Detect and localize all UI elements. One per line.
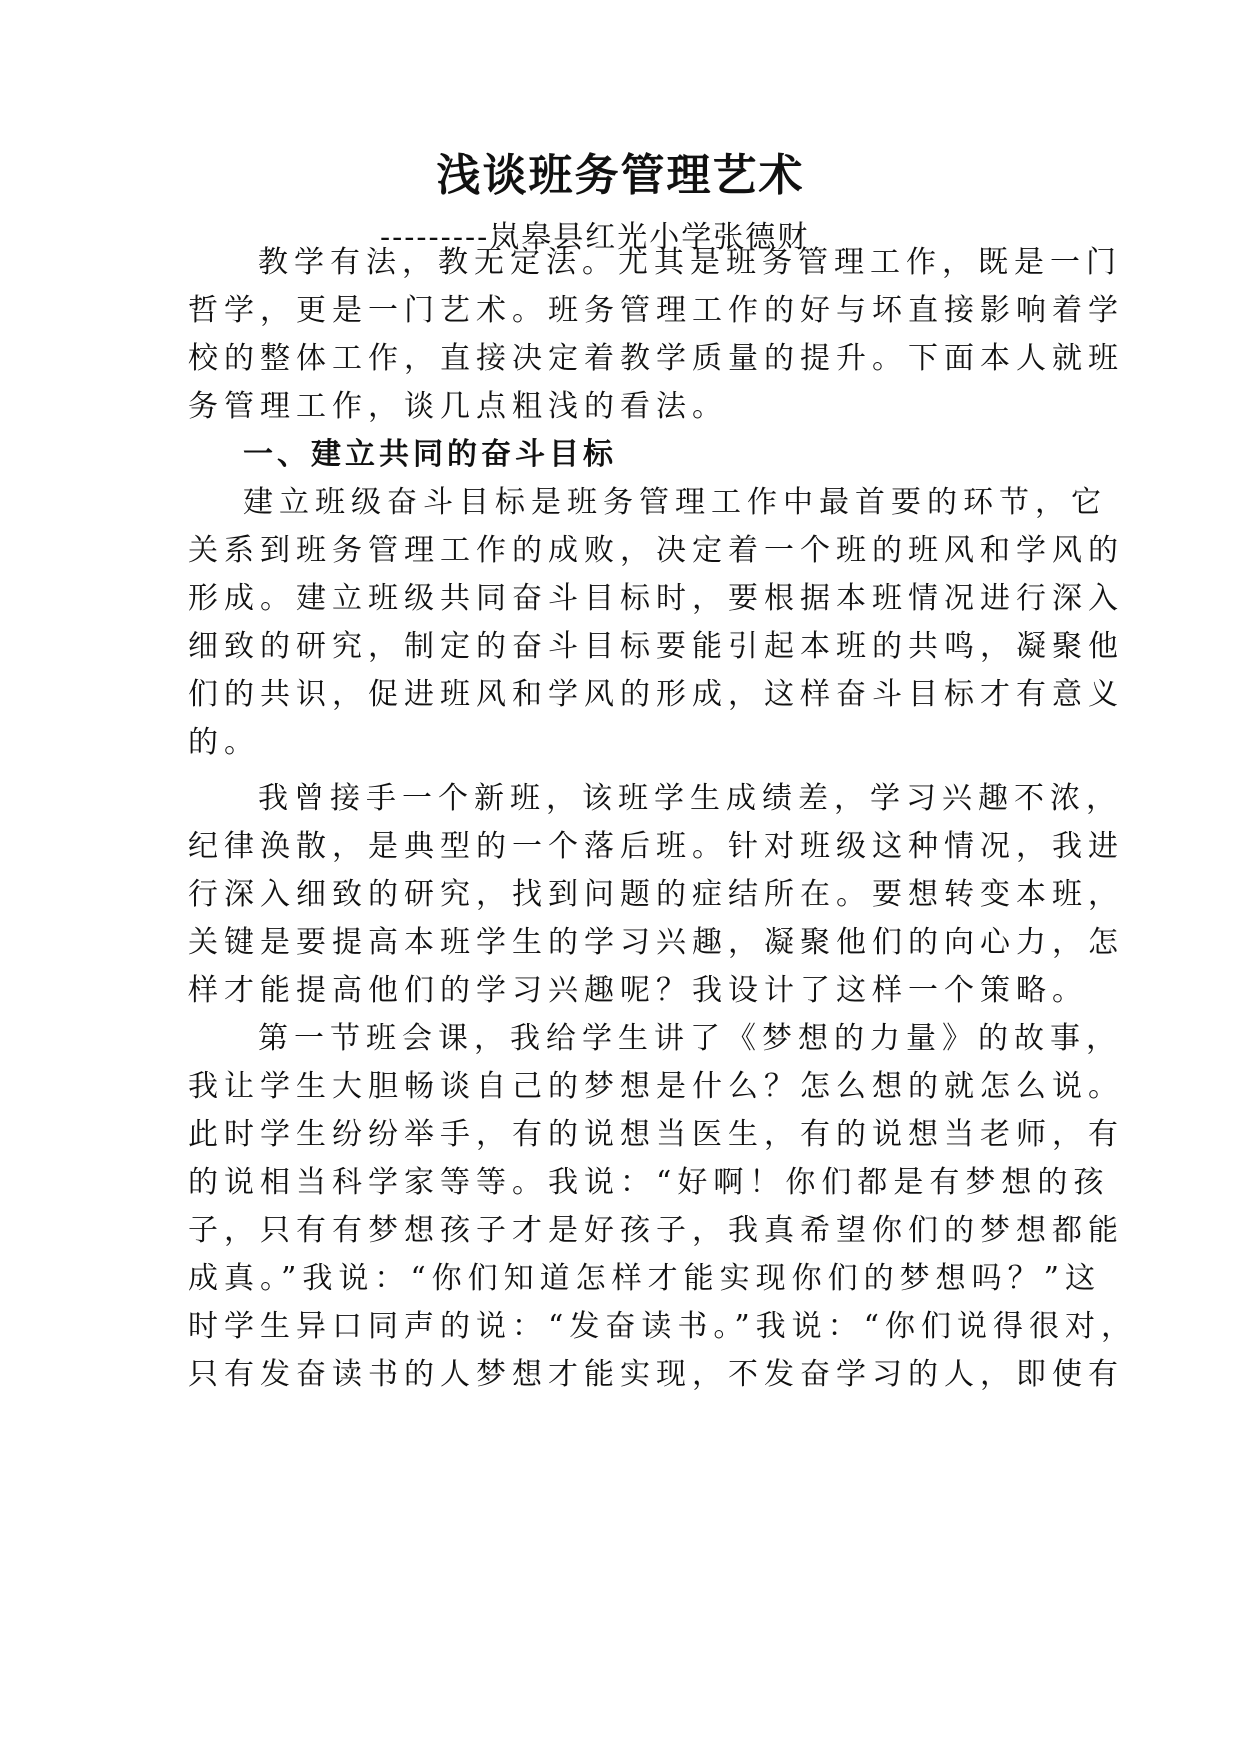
paragraph-line: 成真。”我说：“你们知道怎样才能实现你们的梦想吗？”这 (188, 1261, 1102, 1296)
paragraph-line: 建立班级奋斗目标是班务管理工作中最首要的环节，它 (243, 485, 1107, 520)
paragraph-line: 子，只有有梦想孩子才是好孩子，我真希望你们的梦想都能 (188, 1213, 1124, 1248)
paragraph-line: 教学有法，教无定法。尤其是班务管理工作，既是一门 (258, 245, 1122, 280)
document-title: 浅谈班务管理艺术 (436, 150, 805, 201)
paragraph-line: 只有发奋读书的人梦想才能实现，不发奋学习的人，即使有 (188, 1357, 1124, 1392)
paragraph-line: 们的共识，促进班风和学风的形成，这样奋斗目标才有意义 (188, 677, 1124, 712)
paragraph-line: 纪律涣散，是典型的一个落后班。针对班级这种情况，我进 (188, 829, 1124, 864)
paragraph-line: 形成。建立班级共同奋斗目标时，要根据本班情况进行深入 (188, 581, 1124, 616)
section-heading: 一、建立共同的奋斗目标 (243, 437, 617, 472)
paragraph-line: 的说相当科学家等等。我说：“好啊！你们都是有梦想的孩 (188, 1165, 1110, 1200)
paragraph-line: 行深入细致的研究，找到问题的症结所在。要想转变本班， (188, 877, 1124, 912)
paragraph-line: 哲学，更是一门艺术。班务管理工作的好与坏直接影响着学 (188, 293, 1124, 328)
paragraph-line: 的。 (188, 725, 260, 760)
author-line: ---------岚皋县红光小学张德财 (380, 220, 810, 255)
paragraph-line: 第一节班会课，我给学生讲了《梦想的力量》的故事， (258, 1021, 1122, 1056)
paragraph-line: 务管理工作，谈几点粗浅的看法。 (188, 389, 728, 424)
paragraph-line: 样才能提高他们的学习兴趣呢？我设计了这样一个策略。 (188, 973, 1088, 1008)
paragraph-line: 我曾接手一个新班，该班学生成绩差，学习兴趣不浓， (258, 781, 1122, 816)
paragraph-line: 我让学生大胆畅谈自己的梦想是什么？怎么想的就怎么说。 (188, 1069, 1124, 1104)
paragraph-line: 时学生异口同声的说：“发奋读书。”我说：“你们说得很对， (188, 1309, 1138, 1344)
paragraph-line: 细致的研究，制定的奋斗目标要能引起本班的共鸣，凝聚他 (188, 629, 1124, 664)
paragraph-line: 关系到班务管理工作的成败，决定着一个班的班风和学风的 (188, 533, 1124, 568)
paragraph-line: 关键是要提高本班学生的学习兴趣，凝聚他们的向心力，怎 (188, 925, 1124, 960)
paragraph-line: 此时学生纷纷举手，有的说想当医生，有的说想当老师，有 (188, 1117, 1124, 1152)
paragraph-line: 校的整体工作，直接决定着教学质量的提升。下面本人就班 (188, 341, 1124, 376)
